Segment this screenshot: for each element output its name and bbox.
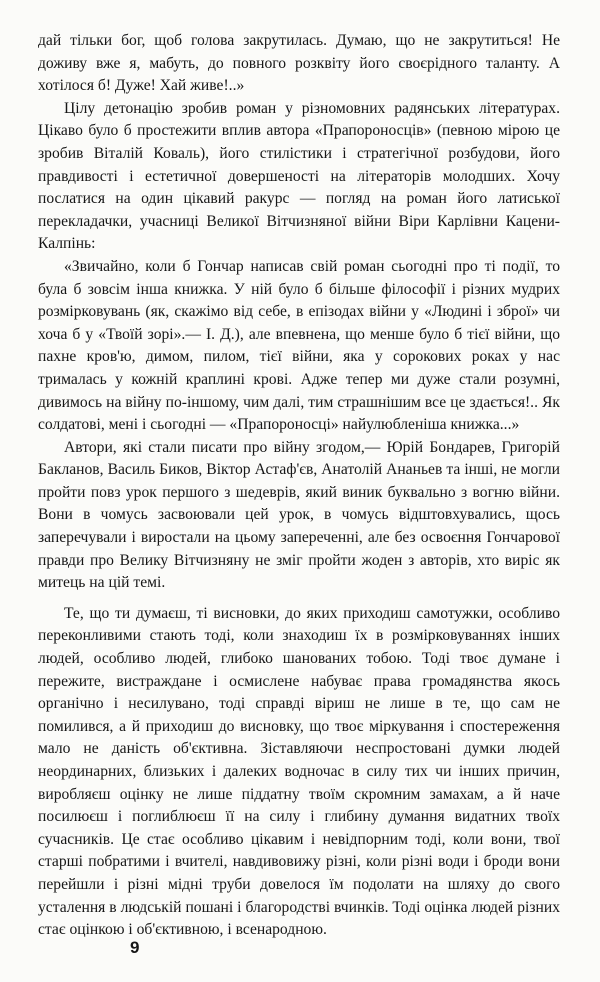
paragraph-reflection: Те, що ти думаєш, ті висновки, до яких приходиш самотужки, особливо переконливими стають тоді, коли знаходиш їх в розмірковуваннях інших людей, особливо людей, глибоко шанованих тобою. Тоді твоє думане і пережите, вистраждане і осмислене набуває права громадянства якось органічно і несилувано, тоді справді віриш не лише в те, що сам не помилився, а й приходиш до висновку, що твоє міркування і спостереження мало не даність об'єктивна. Зіставляючи неспростовані думки людей неординарних, близьких і далеких водночас в силу тих чи інших причин, виробляєш оцінку не лише піддатну твоїм скромним замахам, а й наче посилюєш і поглиблюєш її на силу і глибину думання видатних твоїх сучасників. Це стає особливо цікавим і невідпорним тоді, коли вони, твої старші побратими і вчителі, навдивовижу різні, коли різні води і броди вони перейшли і різні мідні труби довелося їм подолати на шляху до свого усталення в людській пошані і благородстві вчинків. Тоді оцінка людей різних стає оцінкою і об'єктивною, і всенародною.	[38, 604, 560, 939]
paragraph-quote: «Звичайно, коли б Гончар написав свій роман сьогодні про ті події, то була б зовсім інша книжка. У ній було б більше філософії і різних мудрих розмірковувань (як, скажімо від себе, в епізодах війни у «Людині і зброї» чи хоча б у «Твоїй зорі».— І. Д.), але впевнена, що менше було б тієї війни, що пахне кров'ю, димом, пилом, тієї війни, яка у сорокових роках у нас трималась у кожній краплині крові. Адже тепер ми дуже стали розумні, дивимось на війну по-іншому, чим далі, тим страшнішим все це здається!.. Як солдатові, мені і сьогодні — «Прапороносці» найулюбленіша книжка...»	[38, 257, 560, 434]
paragraph-authors: Автори, які стали писати про війну згодом,— Юрій Бондарев, Григорій Бакланов, Василь Биков, Віктор Астаф'єв, Анатолій Ананьев та інші, не могли пройти повз урок першого з шедеврів, який виник буквально з вогню війни. Вони в чомусь засвоювали цей урок, в чомусь відштовхувались, щось заперечували і виростали на цьому запереченні, але без освоєння Гончарової правди про Велику Вітчизняну не зміг пройти жоден з авторів, хто виріс як митець на цій темі.	[38, 438, 560, 592]
paragraph-continuation: дай тільки бог, щоб голова закрутилась. Думаю, що не закрутиться! Не доживу вже я, мабуть, до повного розквіту його своєрідного таланту. А хотілося б! Дуже! Хай живе!..»	[38, 32, 560, 95]
paragraph-novel-impact: Цілу детонацію зробив роман у різномовних радянських літературах. Цікаво було б простежити вплив автора «Прапороносців» (певною мірою це зробив Віталій Коваль), його стилістики і стратегічної розбудови, його правдивості і естетичної довершеності на літераторів молодших. Хочу послатися на один цікавий ракурс — погляд на роман його латиської перекладачки, учасниці Великої Вітчизняної війни Віри Карлівни Кацени-Калпінь:	[38, 99, 560, 253]
page-number: 9	[130, 938, 140, 957]
